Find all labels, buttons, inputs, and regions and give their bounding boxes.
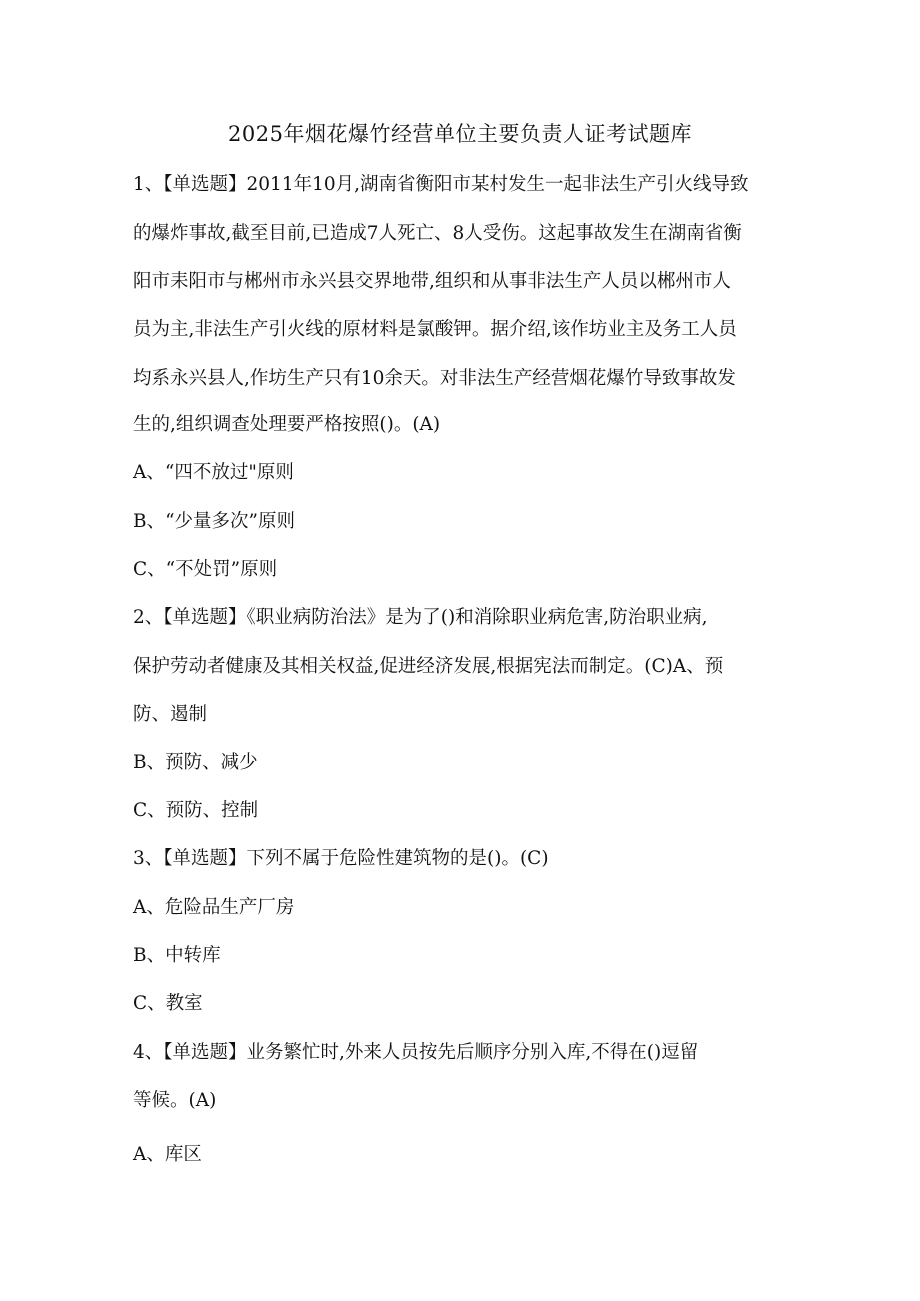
q2-stem-line-1: 2、【单选题】《职业病防治法》是为了()和消除职业病危害,防治职业病,	[133, 607, 708, 628]
q3-option-a: A、危险品生产厂房	[133, 897, 295, 918]
q4-stem-line-2: 等候。(A)	[133, 1090, 217, 1111]
q1-stem-line-2: 的爆炸事故,截至目前,已造成7人死亡、8人受伤。这起事故发生在湖南省衡	[133, 223, 742, 244]
q1-stem-line-5: 均系永兴县人,作坊生产只有10余天。对非法生产经营烟花爆竹导致事故发	[133, 368, 736, 389]
q1-stem-line-3: 阳市耒阳市与郴州市永兴县交界地带,组织和从事非法生产人员以郴州市人	[133, 271, 731, 292]
q2-option-b: B、预防、减少	[133, 752, 258, 773]
q3-stem: 3、【单选题】下列不属于危险性建筑物的是()。(C)	[133, 848, 549, 869]
q3-option-b: B、中转库	[133, 945, 221, 966]
q4-stem-line-1: 4、【单选题】业务繁忙时,外来人员按先后顺序分别入库,不得在()逗留	[133, 1042, 699, 1063]
q1-option-c: C、“不处罚”原则	[133, 559, 278, 580]
q1-option-a: A、“四不放过"原则	[133, 462, 294, 483]
q2-stem-line-3: 防、遏制	[133, 704, 208, 725]
q2-option-c: C、预防、控制	[133, 800, 259, 821]
q4-option-a: A、库区	[133, 1144, 202, 1165]
q1-stem-line-1: 1、【单选题】2011年10月,湖南省衡阳市某村发生一起非法生产引火线导致	[133, 174, 749, 195]
q1-stem-line-4: 员为主,非法生产引火线的原材料是氯酸钾。据介绍,该作坊业主及务工人员	[133, 319, 737, 340]
q2-stem-line-2: 保护劳动者健康及其相关权益,促进经济发展,根据宪法而制定。(C)A、预	[133, 656, 724, 677]
q1-stem-line-6: 生的,组织调查处理要严格按照()。(A)	[133, 414, 441, 435]
document-title: 2025年烟花爆竹经营单位主要负责人证考试题库	[228, 122, 692, 146]
q1-option-b: B、“少量多次”原则	[133, 511, 296, 532]
q3-option-c: C、教室	[133, 993, 203, 1014]
